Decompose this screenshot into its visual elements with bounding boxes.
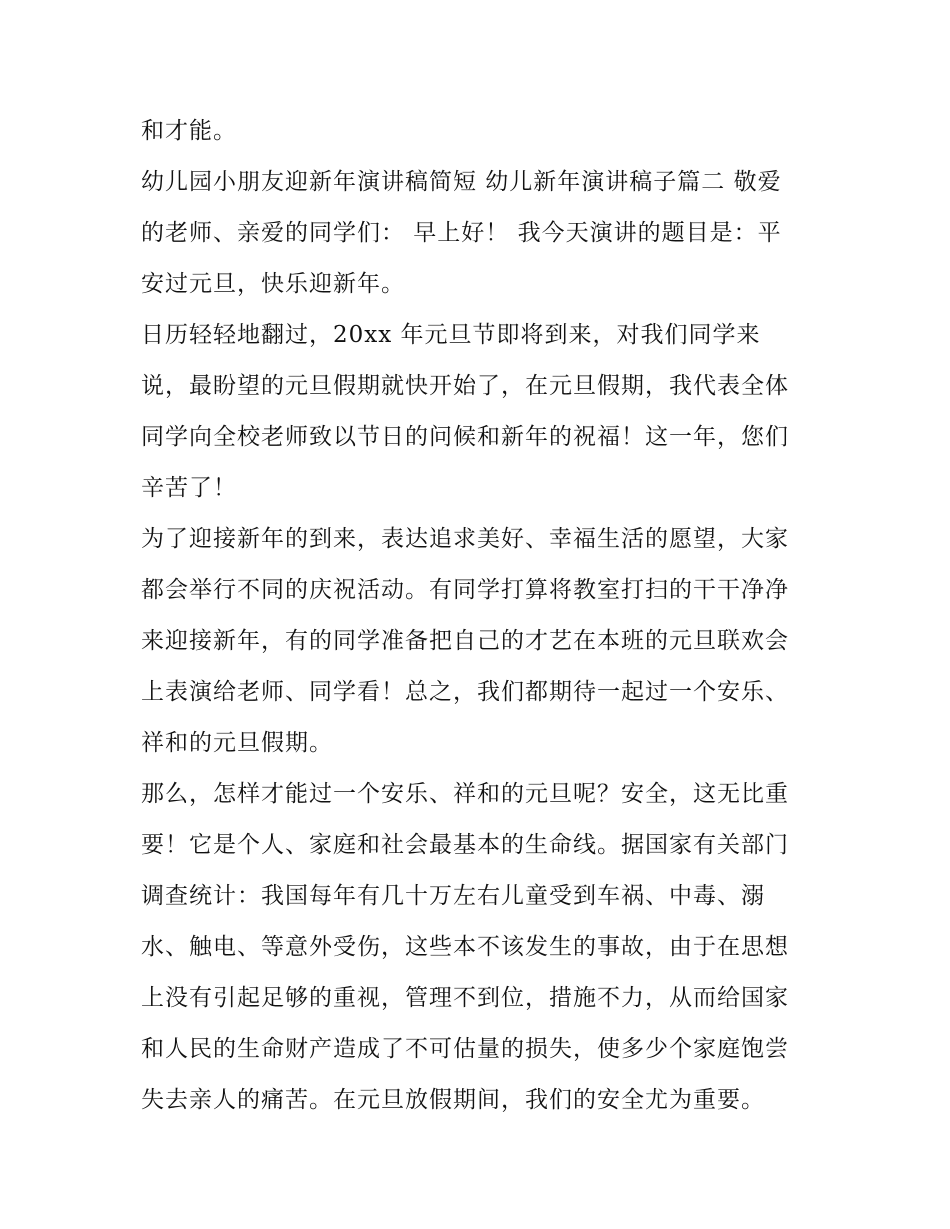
body-text [141, 106, 821, 1126]
text-line: 说，最盼望的元旦假期就快开始了，在元旦假期，我代表全体 [141, 373, 789, 399]
text-line: 日历轻轻地翻过，20xx 年元旦节即将到来，对我们同学来 [141, 322, 761, 348]
text-line: 调查统计：我国每年有几十万左右儿童受到车祸、中毒、溺 [141, 883, 765, 909]
text-line: 和人民的生命财产造成了不可估量的损失，使多少个家庭饱尝 [141, 1036, 789, 1062]
text-line: 同学向全校老师致以节日的问候和新年的祝福！这一年，您们 [141, 424, 789, 450]
text-line: 失去亲人的痛苦。在元旦放假期间，我们的安全尤为重要。 [141, 1087, 765, 1113]
text-line: 上没有引起足够的重视，管理不到位，措施不力，从而给国家 [141, 985, 789, 1011]
text-line: 都会举行不同的庆祝活动。有同学打算将教室打扫的干干净净 [141, 577, 789, 603]
text-line: 那么，怎样才能过一个安乐、祥和的元旦呢？安全，这无比重 [141, 781, 789, 807]
text-line: 的老师、亲爱的同学们： 早上好！ 我今天演讲的题目是：平 [141, 220, 782, 246]
text-line: 水、触电、等意外受伤，这些本不该发生的事故，由于在思想 [141, 934, 789, 960]
text-line: 要！它是个人、家庭和社会最基本的生命线。据国家有关部门 [141, 832, 789, 858]
text-line: 为了迎接新年的到来，表达追求美好、幸福生活的愿望，大家 [141, 526, 789, 552]
text-line: 上表演给老师、同学看！总之，我们都期待一起过一个安乐、 [141, 679, 789, 705]
text-line: 祥和的元旦假期。 [141, 730, 333, 756]
text-line: 辛苦了！ [141, 475, 237, 501]
text-line: 幼儿园小朋友迎新年演讲稿简短 幼儿新年演讲稿子篇二 敬爱 [141, 169, 782, 195]
text-line: 和才能。 [141, 118, 237, 144]
text-line: 安过元旦，快乐迎新年。 [141, 271, 405, 297]
text-line: 来迎接新年，有的同学准备把自己的才艺在本班的元旦联欢会 [141, 628, 789, 654]
